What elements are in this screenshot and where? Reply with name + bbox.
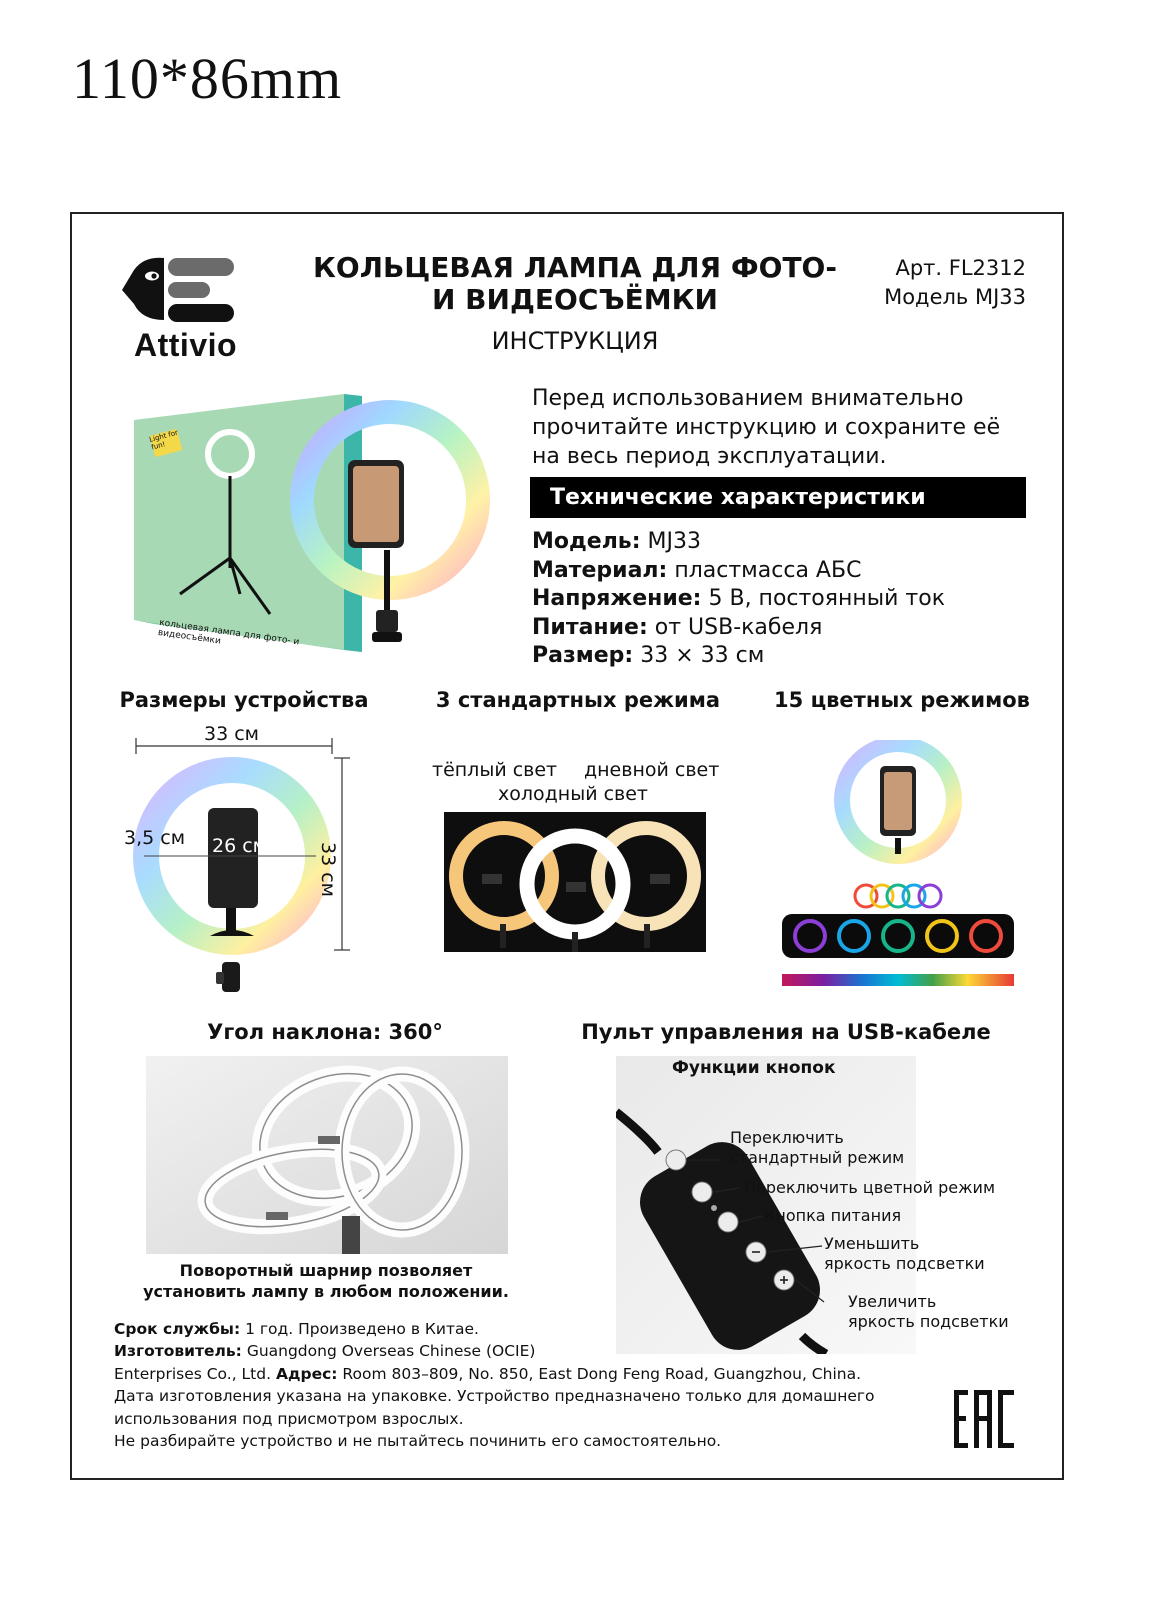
spec-row: Модель: MJ33 (532, 529, 701, 554)
spec-row: Размер: 33 × 33 см (532, 643, 765, 669)
remote-subheading: Функции кнопок (672, 1058, 836, 1078)
brand-name: Attivio (134, 327, 238, 363)
tilt-caption-line-2: установить лампу в любом положении. (143, 1282, 509, 1301)
article-number: Арт. FL2312 (895, 256, 1026, 280)
intro-text: Перед использованием внимательно прочитайте инструкцию и сохраните её на весь период эксплуатации. (532, 386, 1001, 469)
button-label-standard-mode: Переключить стандартный режим (730, 1128, 905, 1167)
document-title (300, 252, 850, 316)
dim-width-label: 33 см (204, 723, 259, 745)
footer-line-1: Срок службы: 1 год. Произведено в Китае. (114, 1320, 479, 1338)
footer-line-3: Enterprises Co., Ltd. Адрес: Room 803–809, No. 850, East Dong Feng Road, Guangzhou, China. (114, 1364, 861, 1383)
box-sticker: Light for fun! (148, 428, 179, 452)
document-subtitle: ИНСТРУКЦИЯ (491, 327, 659, 355)
spec-row: Напряжение: 5 В, постоянный ток (532, 586, 945, 612)
eac-mark-icon (954, 1390, 1016, 1448)
button-label-color-mode: Переключить цветной режим (744, 1178, 996, 1197)
article-info (830, 254, 1026, 312)
tilt-heading: Угол наклона: 360° (207, 1020, 443, 1044)
spec-row: Материал: пластмасса АБС (532, 557, 862, 583)
mode-warm-label: тёплый свет (432, 759, 558, 781)
product-box-image (130, 388, 500, 660)
footer-line-6: Не разбирайте устройство и не пытайтесь починить его самостоятельно. (114, 1432, 722, 1451)
remote-heading: Пульт управления на USB-кабеле (581, 1020, 991, 1044)
mode-day-label: дневной свет (584, 759, 720, 781)
tilt-image (146, 1056, 508, 1254)
tilt-caption-line-1: Поворотный шарнир позволяет (179, 1261, 473, 1280)
specs-list (532, 528, 1022, 671)
footer-line-4: Дата изготовления указана на упаковке. Устройство предназначено только для домашнего (114, 1387, 875, 1406)
attivio-logo-icon (116, 254, 240, 326)
spec-row: Питание: от USB-кабеля (532, 614, 823, 640)
light-modes-image (444, 812, 706, 952)
mode-cold-label: холодный свет (498, 783, 648, 805)
color-modes-image (780, 740, 1016, 988)
model-number: Модель MJ33 (884, 285, 1026, 309)
button-label-increase: Увеличить яркость подсветки (848, 1292, 1009, 1331)
footer-line-5: использования под присмотром взрослых. (114, 1409, 464, 1428)
dim-inner-label: 26 см (212, 835, 267, 857)
title-line-1: КОЛЬЦЕВАЯ ЛАМПА ДЛЯ ФОТО- (313, 251, 837, 284)
button-label-power: Кнопка питания (764, 1206, 902, 1225)
footer-info (114, 1318, 944, 1452)
button-label-decrease: Уменьшить яркость подсветки (824, 1234, 985, 1273)
title-line-2: И ВИДЕОСЪЁМКИ (432, 283, 718, 316)
tilt-caption (136, 1260, 516, 1302)
dimensions-heading: Размеры устройства (119, 688, 369, 712)
specs-heading: Технические характеристики (530, 477, 1026, 518)
modes-heading: 3 стандартных режима (435, 688, 721, 712)
size-label: 110*86mm (72, 46, 343, 111)
dim-height-label: 33 см (317, 842, 339, 897)
colors-heading: 15 цветных режимов (774, 688, 1030, 712)
box-caption: кольцевая лампа для фото- и видеосъёмки (157, 618, 300, 648)
dim-ring-label: 3,5 см (124, 827, 186, 849)
footer-line-2: Изготовитель: Guangdong Overseas Chinese (OCIE) (114, 1342, 536, 1361)
